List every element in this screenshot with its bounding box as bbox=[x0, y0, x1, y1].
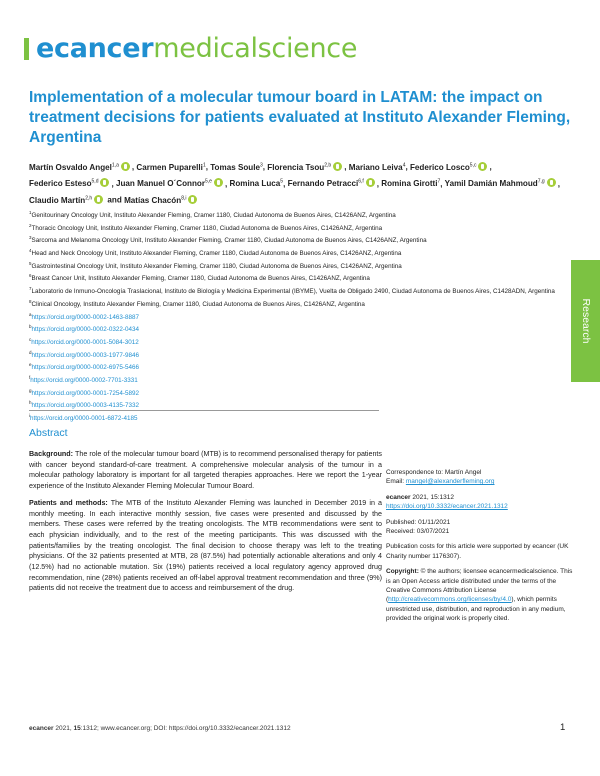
author-name: Federico Losco bbox=[409, 162, 470, 172]
author bbox=[381, 179, 440, 188]
orcid-link-item bbox=[29, 411, 574, 424]
logo-part-ecancer: ecancer bbox=[36, 33, 154, 64]
author-name: Carmen Puparelli bbox=[136, 162, 203, 172]
author-sup: 4 bbox=[402, 162, 406, 168]
affiliation-sup: 2 bbox=[29, 222, 32, 228]
author-name: Mariano Leiva bbox=[348, 162, 403, 172]
orcid-icon[interactable] bbox=[214, 178, 223, 187]
affiliation-item bbox=[29, 259, 574, 272]
author bbox=[410, 163, 490, 172]
citation bbox=[386, 493, 576, 512]
affiliation-sup: 5 bbox=[29, 260, 32, 266]
author-separator: , bbox=[557, 179, 560, 189]
orcid-link[interactable]: https://orcid.org/0000-0003-1977-9846 bbox=[31, 351, 139, 359]
author-sup: 5,c bbox=[469, 162, 477, 168]
author bbox=[29, 163, 132, 172]
orcid-sup: b bbox=[29, 324, 32, 330]
author bbox=[124, 196, 199, 205]
affiliations bbox=[29, 208, 574, 424]
author-sup: 1,a bbox=[111, 162, 119, 168]
orcid-icon[interactable] bbox=[94, 195, 103, 204]
page-number: 1 bbox=[560, 722, 566, 733]
affiliation-item bbox=[29, 284, 574, 297]
orcid-sup: a bbox=[29, 311, 32, 317]
methods-label: Patients and methods: bbox=[29, 498, 108, 507]
article-info-sidebar bbox=[386, 468, 576, 630]
author-sup: 5,d bbox=[91, 178, 99, 185]
copyright-end: ), which permits unrestricted use, distribution, and reproduction in any medium, provided the original work is properly cited. bbox=[386, 596, 566, 623]
footer-volume: 15 bbox=[73, 725, 81, 732]
author-name: Romina Girotti bbox=[381, 179, 438, 189]
orcid-link[interactable]: https://orcid.org/0000-0002-7701-3331 bbox=[30, 377, 138, 385]
affiliation-sup: 7 bbox=[29, 286, 32, 292]
affiliation-text: Gastrointestinal Oncology Unit, Instituto Alexander Fleming, Cramer 1180, Ciudad Autonoma de Buenos Aires, C1426ANZ, Argentina bbox=[31, 262, 402, 270]
affiliation-sup: 4 bbox=[29, 248, 32, 254]
author bbox=[29, 196, 105, 205]
author-name: Florencia Tsou bbox=[267, 162, 325, 172]
publication-costs: Publication costs for this article were supported by ecancer (UK Charity number 1176307). bbox=[386, 543, 569, 560]
email-label: Email: bbox=[386, 478, 406, 486]
orcid-sup: i bbox=[29, 413, 30, 418]
copyright-label: Copyright: bbox=[386, 568, 419, 576]
affiliation-text: Clinical Oncology, Instituto Alexander Fleming, Cramer 1180, Ciudad Autonoma de Buenos Aires, C1426ANZ, Argentina bbox=[31, 300, 365, 308]
orcid-link-item bbox=[29, 322, 574, 335]
affiliation-text: Laboratorio de Inmuno-Oncología Traslacional, Instituto de Biología y Medicina Experimental (IBYME), Vuelta de Obligado 2490, Ciudad Autonoma de Buenos Aires, C1428ADN, Argentina bbox=[31, 288, 555, 296]
author-name: Martín Osvaldo Angel bbox=[29, 162, 112, 172]
correspondence bbox=[386, 468, 576, 487]
author-name: Tomas Soule bbox=[210, 162, 260, 172]
author-sup: 3 bbox=[260, 162, 263, 168]
affiliation-text: Sarcoma and Melanoma Oncology Unit, Instituto Alexander Fleming, Cramer 1180, Ciudad Autonoma de Buenos Aires, C1426ANZ, Argentina bbox=[31, 237, 427, 245]
author bbox=[210, 163, 263, 172]
author-separator: , bbox=[376, 179, 382, 189]
divider bbox=[29, 410, 379, 411]
affiliation-list bbox=[29, 208, 574, 310]
affiliation-sup: 6 bbox=[29, 273, 32, 279]
background-label: Background: bbox=[29, 450, 74, 458]
orcid-sup: h bbox=[29, 400, 32, 406]
orcid-sup: e bbox=[29, 362, 32, 368]
affiliation-item bbox=[29, 246, 574, 259]
author-sup: 5 bbox=[280, 178, 284, 185]
author bbox=[267, 163, 344, 172]
abstract-heading: Abstract bbox=[29, 427, 68, 439]
affiliation-text: Thoracic Oncology Unit, Instituto Alexander Fleming, Cramer 1180, Ciudad Autonoma de Buenos Aires, C1426ANZ, Argentina bbox=[31, 224, 383, 232]
affiliation-item bbox=[29, 297, 574, 310]
author-name: Claudio Martín bbox=[29, 196, 86, 206]
received-date: Received: 03/07/2021 bbox=[386, 528, 450, 536]
abstract-methods bbox=[29, 498, 382, 594]
author-sup: 1 bbox=[202, 162, 206, 168]
author bbox=[29, 179, 111, 188]
affiliation-item bbox=[29, 233, 574, 246]
author-separator: and bbox=[105, 196, 125, 206]
author-separator: , bbox=[224, 179, 230, 189]
orcid-link[interactable]: https://orcid.org/0000-0001-5084-3012 bbox=[31, 338, 139, 346]
abstract-background bbox=[29, 449, 382, 492]
orcid-link[interactable]: https://orcid.org/0000-0002-6975-5466 bbox=[31, 364, 139, 372]
author-name: Fernando Petracci bbox=[287, 179, 359, 189]
orcid-sup: g bbox=[29, 387, 32, 393]
doi-link[interactable]: https://doi.org/10.3332/ecancer.2021.1312 bbox=[386, 503, 508, 511]
author-separator: , bbox=[440, 179, 445, 189]
orcid-icon[interactable] bbox=[100, 178, 109, 187]
background-text: The role of the molecular tumour board (MTB) is to recommend personalised therapy for patients with cancer beyond standard-of-care treatment. A comprehensive molecular analysis of the tumour in a molecular pathology laboratory is important for all targeted therapies approaches. Here we report the 1-year experience of the Instituto Alexander Fleming Molecular Tumour Board. bbox=[29, 450, 382, 491]
author bbox=[288, 179, 377, 188]
author-separator: , bbox=[344, 162, 349, 172]
orcid-link[interactable]: https://orcid.org/0000-0001-6872-4185 bbox=[30, 415, 138, 423]
orcid-link-item bbox=[29, 348, 574, 361]
orcid-link[interactable]: https://orcid.org/0000-0003-4135-7332 bbox=[31, 402, 139, 410]
orcid-link-item bbox=[29, 310, 574, 323]
affiliation-sup: 1 bbox=[29, 210, 32, 215]
orcid-icon[interactable] bbox=[366, 178, 375, 187]
affiliation-item bbox=[29, 271, 574, 284]
author bbox=[116, 179, 225, 188]
author bbox=[229, 179, 283, 188]
author-name: Federico Esteso bbox=[29, 179, 92, 189]
author bbox=[136, 163, 205, 172]
author-sup: 7,g bbox=[537, 178, 545, 185]
footer-text: 2021, bbox=[53, 725, 74, 732]
orcid-icon[interactable] bbox=[188, 195, 197, 204]
author-list bbox=[29, 158, 574, 208]
orcid-link[interactable]: https://orcid.org/0000-0002-1463-8887 bbox=[31, 313, 139, 321]
affiliation-text: Genitourinary Oncology Unit, Instituto Alexander Fleming, Cramer 1180, Ciudad Autonoma de Buenos Aires, C1426ANZ, Argentina bbox=[31, 212, 396, 220]
orcid-icon[interactable] bbox=[478, 162, 487, 171]
affiliation-item bbox=[29, 208, 574, 221]
logo-part-medicalscience: medicalscience bbox=[153, 33, 358, 64]
author-separator: , bbox=[405, 162, 410, 172]
author-name: Matías Chacón bbox=[124, 196, 182, 206]
affiliation-item bbox=[29, 221, 574, 234]
citation-rest: 2021, 15:1312 bbox=[410, 493, 454, 501]
author-name: Yamil Damián Mahmoud bbox=[444, 179, 538, 189]
footer-journal: ecancer bbox=[29, 725, 54, 732]
copyright-text: © the authors; licensee ecancermedicalscience. This is an Open Access article distributed under the terms of the bbox=[386, 568, 573, 585]
author-separator: , bbox=[111, 179, 116, 189]
author-sup: 5,e bbox=[205, 178, 212, 185]
abstract-body bbox=[29, 449, 382, 600]
published-date: Published: 01/11/2021 bbox=[386, 518, 451, 526]
author-name: Romina Luca bbox=[229, 179, 281, 189]
orcid-link[interactable]: https://orcid.org/0000-0002-0322-0434 bbox=[31, 326, 139, 334]
orcid-list bbox=[29, 310, 574, 424]
article-title: Implementation of a molecular tumour board in LATAM: the impact on treatment decisions for patients evaluated at Instituto Alexander Fleming, Argentina bbox=[29, 89, 571, 146]
section-tab-label: Research bbox=[579, 298, 592, 344]
author bbox=[349, 163, 406, 172]
affiliation-text: Breast Cancer Unit, Instituto Alexander Fleming, Cramer 1180, Ciudad Autonoma de Buenos Aires, C1426ANZ, Argentina bbox=[31, 275, 370, 283]
email-link[interactable]: mangel@alexanderfleming.org bbox=[405, 478, 495, 486]
section-tab bbox=[571, 260, 600, 382]
author-sup: 2,h bbox=[85, 195, 93, 202]
logo-accent-bar bbox=[24, 38, 29, 60]
dates bbox=[386, 518, 576, 537]
methods-text: The MTB of the Instituto Alexander Fleming was launched in December 2019 in a monthly meeting. In each interactive monthly session, five cases were presented and discussed by the members. These cases were referred by the treating oncologists. The MTB recommendations were sent to each physician individually, and to the rest of the meeting participants. This was discussed with the patients/families by the treating oncologist. The final decision to choose therapy was left to the treating physicians. Of the 32 patients presented at MTB, 28 (87.5%) had potentially actionable alterations and only 4 (12.5%) had no actionable mutation. Six (19%) patients received a local regulatory agency approved drug recommendation, nine (28%) patients received an off-label approval treatment recommendation and three (9%) patients did not receive the treatment due to access and reimbursement of the drug. bbox=[29, 498, 382, 593]
author-separator: , bbox=[489, 162, 492, 172]
author-separator: , bbox=[283, 179, 288, 189]
orcid-sup: f bbox=[29, 374, 31, 380]
author-sup: 6,f bbox=[358, 178, 364, 185]
author-separator: , bbox=[262, 162, 268, 172]
orcid-sup: c bbox=[29, 336, 32, 342]
journal-logo bbox=[26, 33, 357, 63]
orcid-link-item bbox=[29, 335, 574, 348]
license-link[interactable]: http://creativecommons.org/licenses/by/4.0 bbox=[388, 596, 512, 604]
affiliation-sup: 3 bbox=[29, 235, 32, 241]
correspondence-label: Correspondence to: Martín Angel bbox=[386, 469, 482, 476]
author-separator: , bbox=[205, 162, 211, 172]
author-name: Juan Manuel O´Connor bbox=[115, 179, 206, 189]
orcid-sup: d bbox=[29, 349, 32, 355]
author-sup: 2,b bbox=[324, 162, 332, 168]
affiliation-text: Head and Neck Oncology Unit, Instituto Alexander Fleming, Cramer 1180, Ciudad Autonoma de Buenos Aires, C1426ANZ, Argentina bbox=[31, 250, 402, 258]
footer-rest: :1312; www.ecancer.org; DOI: https://doi.org/10.3332/ecancer.2021.1312 bbox=[80, 725, 291, 732]
orcid-icon[interactable] bbox=[547, 178, 556, 187]
author-sup: 8,i bbox=[181, 195, 187, 202]
citation-journal: ecancer bbox=[386, 493, 411, 501]
copyright: Copyright: © the authors; licensee ecancermedicalscience. This is an Open Access article distributed under the terms of the Creative Commons Attribution License (http://creativecommons.org/licenses/by/4.0), which permits unrestricted use, distribution, and reproduction in any medium, provided the original work is properly cited. bbox=[386, 568, 573, 623]
orcid-link-item bbox=[29, 360, 574, 373]
license-name: Creative Commons Attribution License bbox=[386, 587, 497, 595]
author-separator: , bbox=[131, 162, 137, 172]
affiliation-sup: 8 bbox=[29, 298, 32, 304]
orcid-link-item bbox=[29, 386, 574, 399]
orcid-link[interactable]: https://orcid.org/0000-0001-7254-5892 bbox=[31, 389, 139, 397]
author bbox=[445, 179, 558, 188]
orcid-icon[interactable] bbox=[121, 162, 130, 171]
author-sup: 7 bbox=[437, 178, 441, 185]
orcid-link-item bbox=[29, 373, 574, 386]
orcid-icon[interactable] bbox=[333, 162, 342, 171]
page-footer bbox=[29, 725, 291, 732]
